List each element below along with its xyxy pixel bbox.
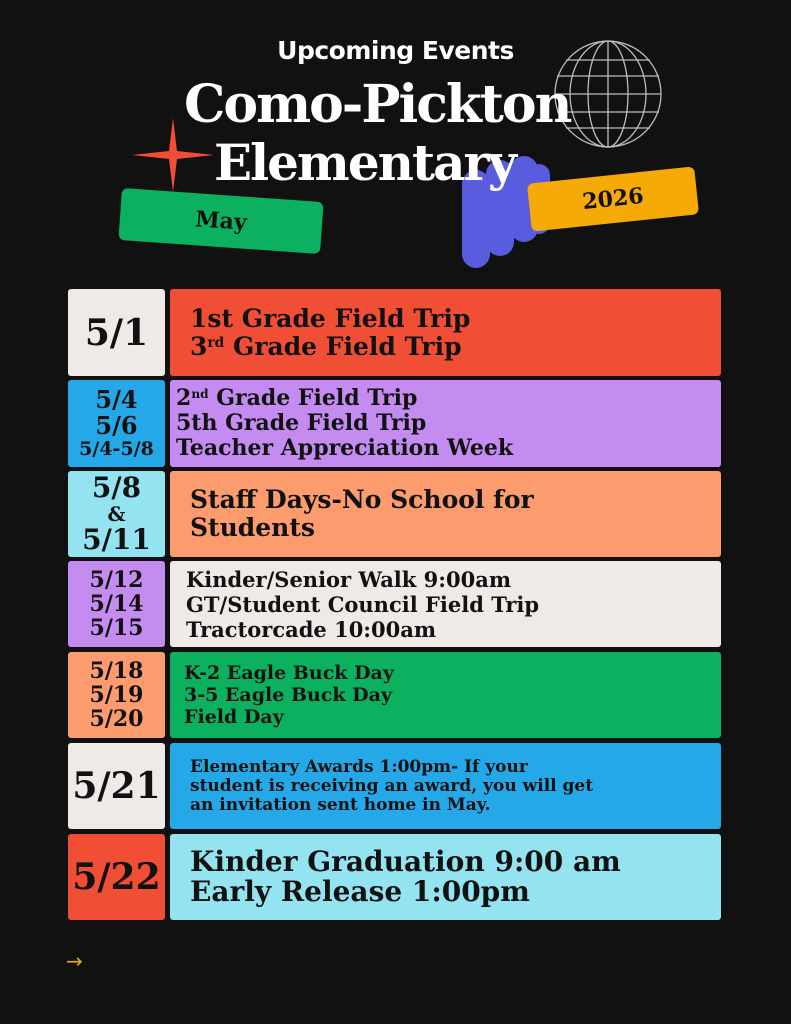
event-date-cell (68, 834, 165, 920)
event-details-cell (170, 380, 721, 467)
school-name-line2: Elementary (214, 133, 515, 192)
event-date: 5/12 (89, 567, 144, 593)
event-line-text: Field Day (184, 706, 284, 728)
event-line-text: Staff Days-No School for (190, 485, 534, 514)
event-date: 5/18 (89, 658, 144, 684)
event-line-text: Grade Field Trip (224, 331, 462, 361)
event-date: 5/15 (89, 615, 144, 641)
event-line-text: Kinder/Senior Walk 9:00am (186, 566, 512, 592)
event-line (184, 706, 721, 728)
event-details-cell (170, 561, 721, 647)
event-line-text: 5th Grade Field Trip (176, 410, 427, 436)
event-line-text: K-2 Eagle Buck Day (184, 662, 394, 684)
event-date-cell (68, 380, 165, 467)
event-details-cell (170, 834, 721, 920)
school-name-line1: Como-Pickton (184, 74, 571, 135)
event-details-cell (170, 743, 721, 829)
event-details-cell (170, 652, 721, 738)
event-line (186, 592, 721, 617)
event-line (190, 333, 721, 361)
event-line (190, 758, 721, 777)
event-line (176, 411, 721, 436)
event-line (176, 436, 721, 461)
event-line-text: 2 (176, 385, 192, 411)
event-line-text: 3 (190, 331, 208, 361)
event-date: 5/6 (95, 411, 138, 440)
event-line (190, 777, 721, 796)
event-date-cell (68, 471, 165, 557)
event-line (190, 514, 721, 542)
month-label: May (194, 206, 248, 236)
event-date: 5/21 (72, 765, 161, 807)
arrow-right-icon[interactable]: → (66, 949, 83, 973)
page-subtitle: Upcoming Events (277, 36, 514, 65)
event-line (176, 386, 721, 411)
event-line-text: an invitation sent home in May. (190, 794, 491, 815)
event-date: 5/1 (84, 311, 149, 354)
event-line-text: GT/Student Council Field Trip (186, 591, 540, 617)
event-date: 5/19 (89, 682, 144, 708)
event-line (190, 486, 721, 514)
event-date: 5/4 (95, 385, 138, 414)
event-line-text: Elementary Awards 1:00pm- If your (190, 756, 528, 777)
event-line-text: 3-5 Eagle Buck Day (184, 684, 392, 706)
event-date: & (107, 502, 126, 526)
event-line-text: student is receiving an award, you will get (190, 775, 594, 796)
ordinal-suffix: rd (207, 334, 225, 351)
event-line (190, 877, 721, 907)
event-date: 5/4-5/8 (79, 438, 154, 460)
event-line-text: Early Release 1:00pm (190, 875, 530, 908)
event-date: 5/8 (91, 471, 142, 504)
event-line (184, 662, 721, 684)
event-date-cell (68, 743, 165, 829)
event-line-text: Students (190, 513, 315, 542)
event-date: 5/22 (72, 856, 161, 898)
event-date: 5/20 (89, 706, 144, 732)
event-date-cell (68, 561, 165, 647)
event-line (190, 796, 721, 815)
event-line (184, 684, 721, 706)
event-line (190, 847, 721, 877)
event-line-text: Grade Field Trip (208, 385, 418, 411)
event-details-cell (170, 471, 721, 557)
event-line (186, 617, 721, 642)
event-date: 5/14 (89, 591, 144, 617)
month-tag (118, 188, 323, 254)
event-line-text: Teacher Appreciation Week (176, 435, 514, 461)
event-line-text: Kinder Graduation 9:00 am (190, 845, 621, 878)
event-line (190, 305, 721, 333)
ordinal-suffix: nd (191, 386, 209, 401)
event-line-text: 1st Grade Field Trip (190, 303, 471, 333)
event-details-cell (170, 289, 721, 376)
event-line (186, 567, 721, 592)
event-date-cell (68, 289, 165, 376)
year-label: 2026 (581, 182, 645, 216)
event-date: 5/11 (82, 523, 151, 556)
event-date-cell (68, 652, 165, 738)
event-line-text: Tractorcade 10:00am (186, 616, 437, 642)
